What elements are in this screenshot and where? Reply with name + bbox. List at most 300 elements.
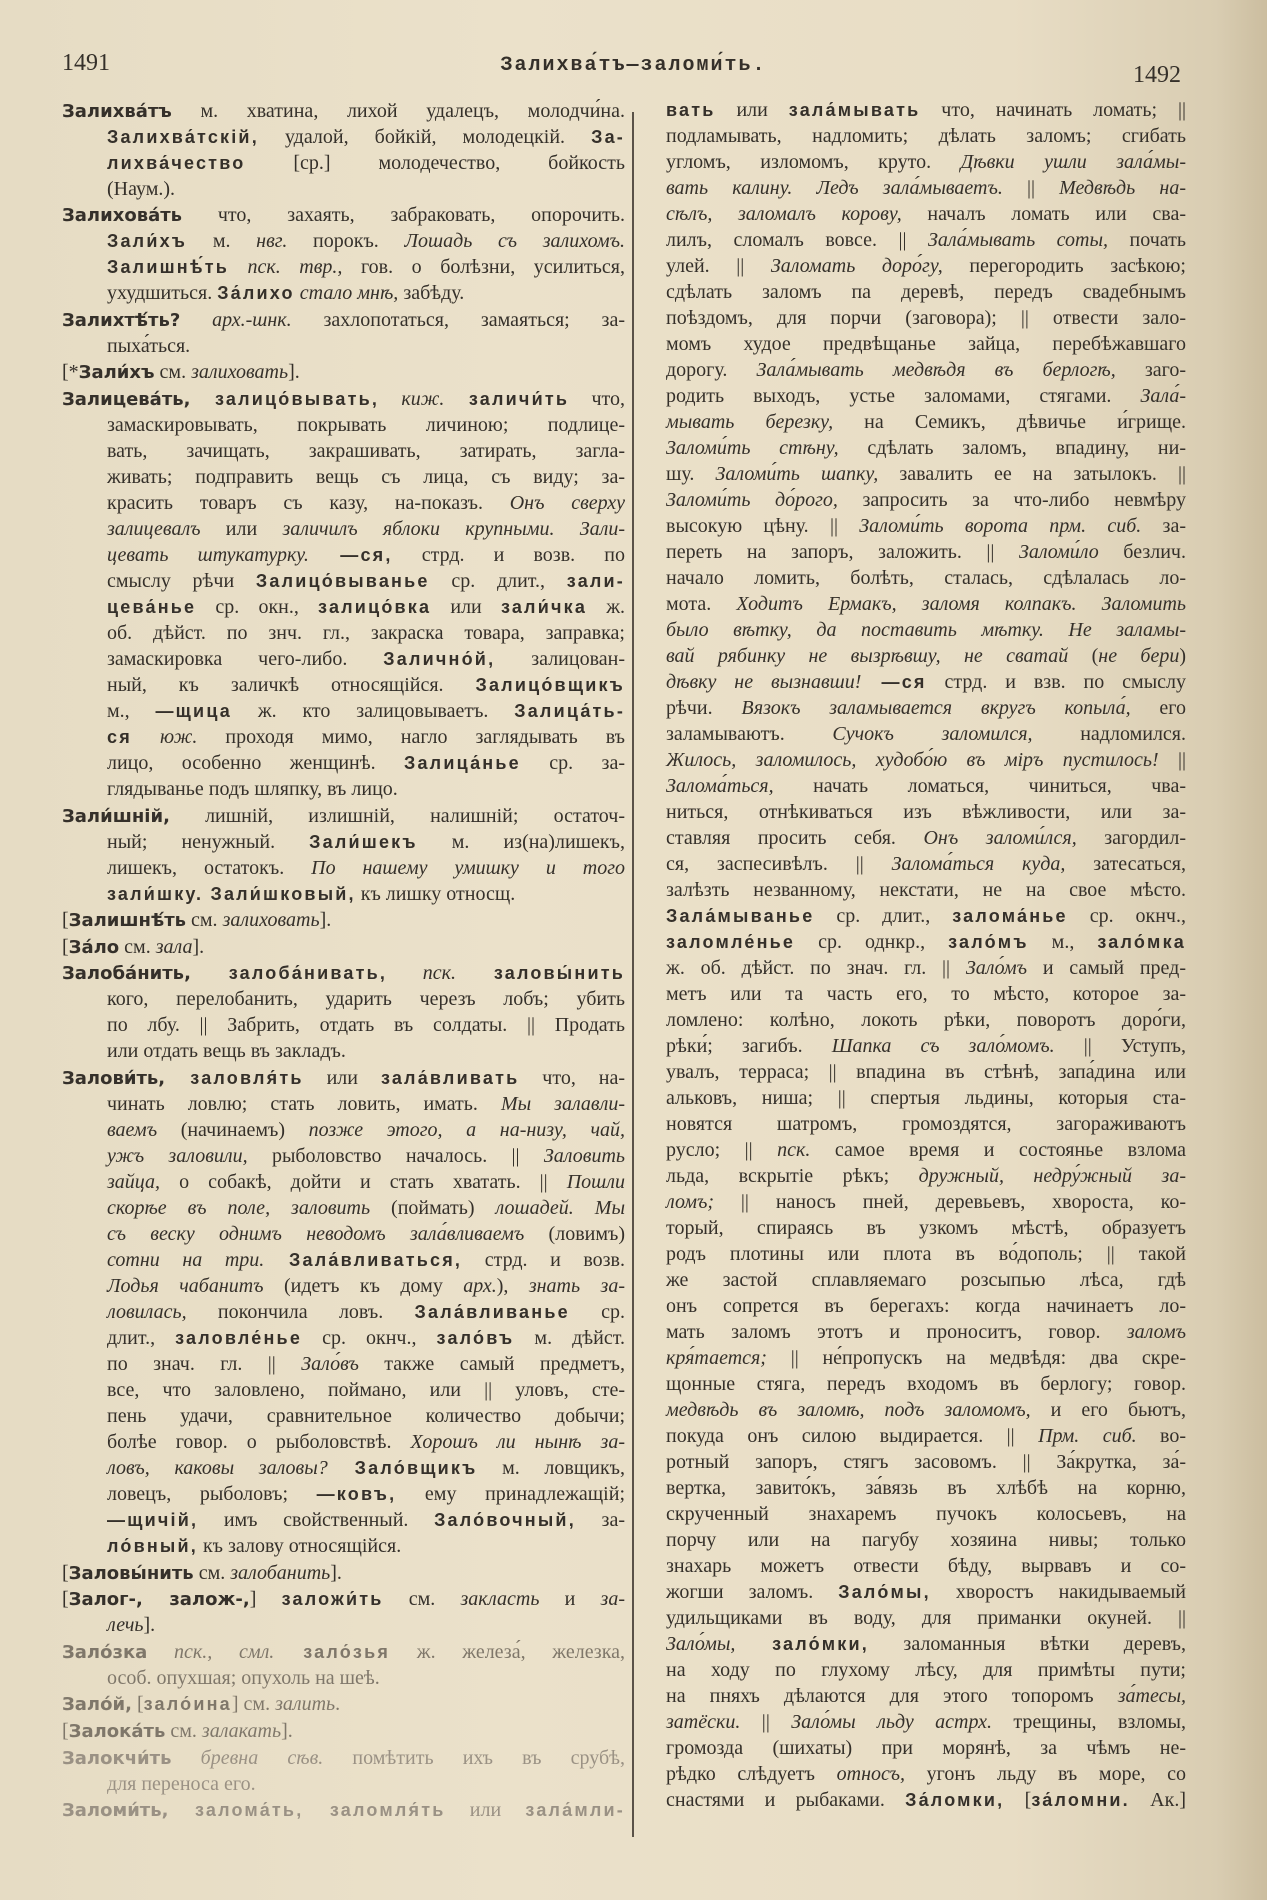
italic-text: юж. [131, 725, 198, 748]
italic-text: Заломи́ть шапку, [715, 463, 879, 485]
italic-text: Заломи́ть ворота прм. сиб. [859, 515, 1142, 537]
text-line [62, 1065, 625, 1091]
italic-text: бревна сѣв. [171, 1746, 324, 1769]
text-line [666, 409, 1186, 435]
text-line [62, 542, 625, 568]
text: что, захаять, забраковать, опорочить. [182, 204, 625, 227]
text: подламывать, надломить; дѣлать заломъ; сгибать [666, 125, 1186, 147]
text: ]. [192, 935, 205, 958]
text-line [62, 750, 625, 776]
italic-text: Зало́мы льду астрх. [791, 1711, 992, 1733]
text: . [335, 1693, 341, 1716]
text: безлич. [1098, 541, 1186, 563]
text: рѣдко слѣдуетъ [666, 1763, 837, 1785]
italic-text: лошадей. Мы [495, 1196, 625, 1219]
italic-text: Шапка съ зало́момъ. [831, 1035, 1055, 1057]
dictionary-entry [62, 1691, 625, 1717]
text: ср. окнч., [1067, 905, 1186, 927]
text-line [62, 698, 625, 724]
text-line [666, 123, 1186, 149]
italic-text: Дѣвки ушли зала́мы- [960, 151, 1186, 173]
text: момъ худое предвѣщанье зайца, перебѣжавшаго [666, 333, 1186, 355]
italic-text: Вязокъ заламывается вкругъ копыла́, [741, 697, 1131, 719]
text-line [666, 1553, 1186, 1579]
text: ]. [281, 1719, 293, 1742]
headword: Залови́ть, [62, 1067, 166, 1089]
text: лилъ, сломалъ вовсе. || [666, 229, 928, 251]
italic-text: знать за- [528, 1274, 625, 1297]
italic-text: ловилась, [107, 1300, 187, 1323]
text-line [62, 829, 625, 855]
subentry-word: Зало́вочный, [434, 1509, 576, 1530]
text: чинать ловлю; стать ловить, имать. [107, 1092, 501, 1115]
text-line [666, 357, 1186, 383]
subentry-word: зали́чка [500, 596, 588, 617]
text: ный, къ заличкѣ относящійся. [107, 673, 476, 696]
text: стрд. и возв. по [392, 543, 625, 566]
text-line [62, 1612, 625, 1638]
text: ]. [288, 361, 300, 384]
italic-text: Заломать доро́гу, [770, 255, 943, 277]
italic-text: не бери [1098, 645, 1180, 667]
text: удалой, бойкій, молодецкій. [258, 125, 592, 148]
text: ж. об. дѣйст. по знач. гл. || [666, 957, 966, 979]
subentry-word: Залица́ть- [514, 700, 626, 721]
text: захлопотаться, замаяться; за- [291, 308, 625, 331]
subentry-word: заловля́ть [165, 1067, 304, 1088]
text: кого, перелобанить, ударить черезъ лобъ; убить [107, 988, 625, 1011]
subentry-word: заловле́нье [175, 1327, 303, 1348]
text: также самый предметъ, [358, 1352, 625, 1375]
text-line [62, 934, 625, 960]
text: метъ или та часть его, то мѣсто, которое за- [666, 983, 1186, 1005]
text: м. хватина, лихой удалецъ, молодчи́на. [171, 99, 625, 122]
text-line [62, 1691, 625, 1717]
italic-text: залакать [201, 1719, 282, 1742]
text: на Семикъ, дѣвичье и́грище. [833, 411, 1186, 433]
text: [ [62, 1561, 69, 1584]
text: угонъ льду въ море, со [905, 1763, 1186, 1785]
text: длит., [107, 1326, 176, 1349]
subentry-word: заличи́ть [444, 388, 570, 409]
italic-text: арх. [463, 1274, 497, 1297]
italic-text: Ходитъ Ермакъ, заломя колпакъ. Заломить [736, 593, 1186, 615]
text: улей. || [666, 255, 771, 277]
left-column [62, 97, 625, 1823]
dictionary-entry [62, 98, 625, 202]
text-line [666, 1137, 1186, 1163]
text-line [62, 1665, 625, 1691]
italic-text: кря́тается; [666, 1347, 767, 1369]
text-line [666, 1085, 1186, 1111]
text-line [62, 386, 625, 412]
text: или [303, 1066, 381, 1089]
text: самое время и состоянье взлома [810, 1139, 1186, 1161]
subentry-word: зало́зья [274, 1641, 391, 1662]
text-line [666, 903, 1186, 929]
text: ж. кто залицовываетъ. [232, 699, 515, 722]
italic-text: Зала́мывать соты, [927, 229, 1109, 251]
text: начало ломить, болѣть, сталась, сдѣлалась ло- [666, 567, 1186, 589]
text-line [62, 464, 625, 490]
text-line [62, 176, 625, 202]
italic-text: Жилось, заломилось, худобо́ю въ міръ пустилось! [666, 749, 1159, 771]
right-column [666, 97, 1186, 1813]
text: стрд. и взв. по смыслу [926, 671, 1186, 693]
text: красить товаръ съ казу, на-показъ. [107, 491, 510, 514]
subentry-word: зало́ина [143, 1694, 232, 1715]
text: [ [62, 1719, 69, 1742]
text: [ [62, 935, 69, 958]
text-line [666, 851, 1186, 877]
headword: Залицева́ть, [62, 388, 191, 410]
subentry-word: Залицо́вщикъ [475, 674, 625, 695]
text-line [666, 617, 1186, 643]
text-line [62, 1797, 625, 1823]
text-line [62, 516, 625, 542]
text-line [62, 98, 625, 124]
text: щонные стяга, передъ входомъ въ берлогу; говор. [666, 1373, 1186, 1395]
text-line [666, 201, 1186, 227]
text: ] [249, 1588, 282, 1611]
dictionary-entry [62, 359, 625, 385]
italic-text: залить [275, 1693, 336, 1716]
italic-text: ваемъ [107, 1118, 158, 1141]
text-line [666, 721, 1186, 747]
italic-text: сотни на три. [107, 1248, 265, 1271]
text: по лбу. || Забрить, отдать въ солдаты. || Продать [107, 1014, 625, 1037]
italic-text: залобанить [230, 1561, 331, 1584]
subentry-word: зала́мли- [525, 1800, 625, 1821]
italic-text: Лошадь съ залихомъ. [404, 230, 626, 253]
text: завалить ее на затылокъ. || [878, 463, 1187, 485]
text-line [666, 331, 1186, 357]
text: почать [1108, 229, 1187, 251]
headword: Зали́шній, [62, 805, 170, 827]
subentry-word: зало́мки, [735, 1634, 869, 1654]
text: || [1158, 749, 1186, 771]
italic-text: Заломи́ть стѣну, [666, 437, 839, 459]
italic-text: Заломи́ло [1018, 541, 1099, 563]
subentry-word: —щичій, [107, 1509, 199, 1530]
text: же застой сплавляемаго розсыпью лѣса, гдѣ [666, 1269, 1186, 1291]
text-line [62, 986, 625, 1012]
text-line [62, 855, 625, 881]
italic-text: пск. твр., [229, 256, 343, 279]
subentry-word: цева́нье [107, 596, 197, 617]
italic-text: пск. [387, 962, 456, 985]
text-line [666, 1423, 1186, 1449]
text-line [62, 1377, 625, 1403]
text: м., [1028, 931, 1098, 953]
italic-text: относъ, [836, 1763, 905, 1785]
headword: Залог-, залож-, [68, 1589, 250, 1611]
text: угломъ, изломомъ, круто. [666, 151, 961, 173]
text-line [666, 1657, 1186, 1683]
text: см. [383, 1588, 461, 1611]
text-line [666, 1761, 1186, 1787]
dictionary-entry [62, 1745, 625, 1797]
text: заламываютъ. [666, 723, 833, 745]
text-line [666, 1189, 1186, 1215]
text: родъ плотины или плота въ во́дополь; || такой [666, 1243, 1186, 1265]
subentry-word: Зала́мыванье [666, 906, 815, 926]
text-line [666, 825, 1186, 851]
text: льда, вскрытіе рѣкъ; [666, 1165, 919, 1187]
text-line [666, 461, 1186, 487]
italic-text: ломъ; [666, 1191, 715, 1213]
text: затесаться, [1065, 853, 1186, 875]
text-line [666, 175, 1186, 201]
text: || [1002, 177, 1060, 199]
text: ломлено: колѣно, локоть рѣки, поворотъ доро́ги, [666, 1009, 1186, 1031]
italic-text: лечь [107, 1614, 144, 1637]
text: м. [187, 230, 257, 253]
italic-text: По нашему умишку и того [311, 856, 626, 879]
italic-text: арх.-шнк. [180, 308, 292, 331]
subentry-word: За- [591, 126, 625, 147]
text-line [666, 1319, 1186, 1345]
text: забѣду. [398, 282, 465, 305]
text-line [62, 228, 625, 254]
text-line [62, 1195, 625, 1221]
text: рѣчи. [666, 697, 742, 719]
text: || наносъ пней, деревьевъ, хвороста, ко- [714, 1191, 1186, 1213]
text-line [62, 646, 625, 672]
text: ср. окн., [196, 595, 319, 618]
text: все, что заловлено, поймано, или || уловъ, сте- [107, 1378, 625, 1401]
text-line [666, 1163, 1186, 1189]
subentry-word: Зали́шекъ [309, 831, 418, 852]
text-line [62, 724, 625, 750]
text: ср. [569, 1300, 625, 1323]
text: лишній, излишній, налишній; остаточ- [169, 804, 625, 827]
text-line [62, 254, 625, 280]
italic-text: скорѣе въ поле, заловить [107, 1196, 371, 1219]
italic-text: съ веску однимъ неводомъ зала́вливаемъ [107, 1222, 525, 1245]
text: (поймать) [370, 1196, 496, 1219]
subentry-word: зала́мывать [788, 100, 921, 120]
text: что, начинать ломать; || [920, 99, 1187, 121]
text: вать, зачищать, закрашивать, затирать, загла- [107, 439, 625, 462]
text-line [62, 1143, 625, 1169]
text: его [1130, 697, 1186, 719]
subentry-word: —ся [861, 672, 927, 692]
text: или [200, 517, 283, 540]
text-line [62, 1745, 625, 1771]
headword: За́ло [68, 936, 120, 958]
text: жогши заломъ. [666, 1581, 839, 1603]
text: удильщиками въ воду, для приманки окуней. || [666, 1607, 1186, 1629]
subentry-word: вать [666, 100, 716, 120]
text-line [666, 1579, 1186, 1605]
text: (ловимъ) [524, 1222, 626, 1245]
text: ниться, отнѣкиваться изъ вѣжливости, или за- [666, 801, 1186, 823]
italic-text: закласть [460, 1588, 540, 1611]
text: вертка, завито́къ, за́вязь въ хлѣбѣ на корню, [666, 1477, 1186, 1499]
italic-text: Зало́мъ [965, 957, 1028, 979]
subentry-word: Залицо́выванье [255, 570, 430, 591]
text-line [62, 1455, 625, 1481]
dictionary-entry [62, 307, 625, 359]
italic-text: Зала́- [1140, 385, 1186, 407]
text: скрученный знахаремъ пучокъ колосьевъ, на [666, 1503, 1186, 1525]
headword: Залихтѣ́ть? [62, 309, 181, 331]
italic-text: дружный, недру́жный за- [918, 1165, 1186, 1187]
text: рыболовство началось. || [247, 1144, 544, 1167]
headword: Залоба́нить, [62, 963, 191, 985]
text-line [666, 669, 1186, 695]
dictionary-entry [62, 907, 625, 933]
text: пень удачи, сравнительное количество добычи; [107, 1404, 625, 1427]
text-line [666, 1735, 1186, 1761]
italic-text: пск., смл. [147, 1640, 275, 1663]
text: ср. однкр., [795, 931, 949, 953]
text: м. дѣйст. [514, 1326, 625, 1349]
text: ( [1068, 645, 1099, 667]
italic-text: киж. [379, 387, 445, 410]
text: русло; || [666, 1139, 778, 1161]
text-line [666, 1397, 1186, 1423]
text: о собакѣ, дойти и стать хватать. || [160, 1170, 567, 1193]
dictionary-entry [62, 202, 625, 306]
text-line [62, 1117, 625, 1143]
text: ]. [143, 1614, 156, 1637]
text-line [62, 438, 625, 464]
text-line [666, 1501, 1186, 1527]
text: смыслу рѣчи [107, 569, 256, 592]
text: ]. [319, 909, 332, 932]
italic-text: заличилъ яблоки крупными. Зали- [282, 517, 626, 540]
text-line [666, 279, 1186, 305]
text: ставляя просить себя. [666, 827, 924, 849]
text-line [666, 1215, 1186, 1241]
text-line [666, 955, 1186, 981]
text: [ [62, 1588, 69, 1611]
headword: Залихова́ть [62, 205, 183, 227]
text-line [666, 591, 1186, 617]
dictionary-entry [62, 1065, 625, 1559]
text: снастями и рыбаками. [666, 1789, 906, 1811]
headword: Заломи́ть, [62, 1800, 169, 1822]
text: ср. длит., [814, 905, 953, 927]
subentry-word: —ковъ, [316, 1483, 397, 1504]
text: ный; ненужный. [107, 830, 310, 853]
text-line [666, 565, 1186, 591]
dictionary-entry [62, 386, 625, 802]
text: сдѣлать заломъ, впадину, ни- [838, 437, 1186, 459]
text-line [62, 1560, 625, 1586]
italic-text: ловъ, каковы заловы? [107, 1456, 328, 1479]
page-number-left: 1491 [62, 50, 110, 76]
text: [* [62, 361, 79, 384]
subentry-word: За́лихо [217, 283, 295, 304]
italic-text: Сучокъ заломился, [832, 723, 1033, 745]
text: порокъ. [287, 230, 405, 253]
text: глядыванье подъ шляпку, въ лицо. [107, 777, 398, 800]
subentry-word: заложи́ть [281, 1589, 384, 1610]
italic-text: Хорошъ ли нынѣ за- [410, 1430, 625, 1453]
dictionary-entry [62, 934, 625, 960]
italic-text: за- [600, 1588, 625, 1611]
text-line [62, 803, 625, 829]
text-line [62, 333, 625, 359]
subentry-word: Зало́мы, [838, 1582, 931, 1602]
text-line [666, 305, 1186, 331]
text: заго- [1115, 359, 1186, 381]
text-line [666, 383, 1186, 409]
text-line [62, 307, 625, 333]
text-line [62, 1299, 625, 1325]
text: имъ свойственный. [198, 1508, 435, 1531]
text: ся, заспесивѣлъ. || [666, 853, 892, 875]
page-number-right: 1492 [1133, 62, 1181, 88]
text: на ходу по глухому лѣсу, для примѣты пути; [666, 1659, 1186, 1681]
text: ), [496, 1274, 529, 1297]
subentry-word: заломля́ть [303, 1800, 446, 1821]
text-line [62, 359, 625, 385]
text: увалъ, терраса; || впадина въ стѣнѣ, запа́дина или [666, 1061, 1186, 1083]
text-line [62, 1507, 625, 1533]
text-line [62, 490, 625, 516]
text-line [62, 280, 625, 306]
running-head-title: Залихва́тъ—заломи́ть. [500, 54, 767, 77]
text: [ [1004, 1789, 1032, 1811]
italic-text: дѣвку не вызнавши! [666, 671, 862, 693]
text: ж. [587, 595, 626, 618]
text: заломанныя вѣтки деревъ, [868, 1633, 1187, 1655]
text: во- [1136, 1425, 1187, 1447]
text: [ [62, 909, 69, 932]
subentry-word: ло́вный, [107, 1535, 198, 1556]
text-line [62, 776, 625, 802]
subentry-word: Зали́шковый, [203, 883, 356, 904]
italic-text: вай рябинку не вызрѣвшу, не сватай [666, 645, 1069, 667]
text: альковъ, ниша; || спертыя льдины, которыя ста- [666, 1087, 1186, 1109]
headword: Зало́зка [62, 1641, 148, 1663]
text: ловецъ, рыболовъ; [107, 1482, 317, 1505]
text-line [666, 513, 1186, 539]
subentry-word: Залица́нье [404, 752, 521, 773]
text: сдѣлать заломъ па деревѣ, передъ свадебнымъ [666, 281, 1186, 303]
text-line [62, 881, 625, 907]
text: ]. [330, 1561, 342, 1584]
text-line [666, 747, 1186, 773]
text-line [666, 253, 1186, 279]
text: проходя мимо, нагло заглядывать въ [197, 725, 626, 748]
subentry-word: заломле́нье [666, 932, 796, 952]
italic-text: стало мнѣ, [294, 282, 399, 305]
text-line [666, 643, 1186, 669]
text: и его бьютъ, [1030, 1399, 1187, 1421]
text: онъ сопрется въ берегахъ: когда начинаетъ ло- [666, 1295, 1186, 1317]
headword: Залокчи́ть [62, 1747, 172, 1769]
text: замаскировывать, покрывать личиною; подлице- [107, 413, 625, 436]
text: (начинаемъ) [157, 1118, 309, 1141]
text-line [666, 435, 1186, 461]
subentry-word: —щица [155, 700, 233, 721]
text-line [62, 1273, 625, 1299]
text: что, на- [519, 1066, 626, 1089]
headword: Залихва́тъ [62, 100, 172, 122]
text: за- [575, 1508, 625, 1531]
text-line [666, 929, 1186, 955]
text: м. из(на)лишекъ, [417, 830, 625, 853]
text-line [666, 1631, 1186, 1657]
italic-text: мывать березку, [666, 411, 834, 433]
italic-text: за́тесы, [1117, 1685, 1186, 1707]
text: помѣтить ихъ въ срубѣ, [323, 1746, 625, 1769]
